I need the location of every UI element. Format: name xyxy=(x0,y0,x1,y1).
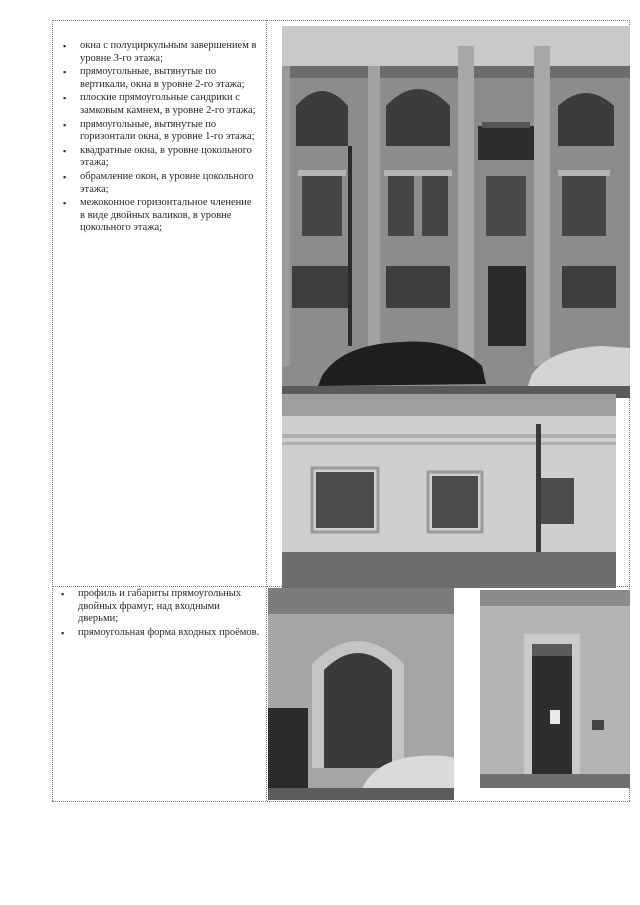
list-item: ▪ обрамление окон, в уровне цокольного этажа; xyxy=(58,171,258,196)
top-text-cell xyxy=(58,40,258,236)
document-table xyxy=(52,20,630,801)
list-item: ▪ прямоугольные, вытянутые по горизонтали окна, в уровне 1-го этажа; xyxy=(58,119,258,144)
list-item: ▪ профиль и габариты прямоугольных двойных фрамуг, над входными дверьми; xyxy=(56,588,262,626)
list-item: ▪ прямоугольные, вытянутые по вертикали, окна в уровне 2-го этажа; xyxy=(58,66,258,91)
list-item: ▪ квадратные окна, в уровне цокольного этажа; xyxy=(58,145,258,170)
door-entrance-illustration xyxy=(480,590,630,788)
door-entrance-photo xyxy=(480,590,630,788)
list-item: ▪ межоконное горизонтальное членение в виде двойных валиков, в уровне цокольного этажа; xyxy=(58,197,258,235)
basement-illustration xyxy=(282,394,616,588)
list-item: ▪ прямоугольная форма входных проёмов. xyxy=(56,627,262,640)
feature-list-bottom xyxy=(56,588,262,639)
arched-entrance-illustration xyxy=(268,588,454,800)
feature-list-top xyxy=(58,40,258,235)
table-border-top xyxy=(52,20,630,21)
basement-photo xyxy=(282,394,616,588)
facade-photo xyxy=(282,26,630,398)
table-border-bottom xyxy=(52,801,630,802)
list-item: ▪ окна с полуциркульным завершением в уровне 3-го этажа; xyxy=(58,40,258,65)
table-column-divider xyxy=(266,20,267,801)
list-item: ▪ плоские прямоугольные сандрики с замковым камнем, в уровне 2-го этажа; xyxy=(58,92,258,117)
table-border-left xyxy=(52,20,53,801)
bottom-text-cell xyxy=(56,588,262,640)
arched-entrance-photo xyxy=(268,588,454,800)
facade-illustration xyxy=(282,26,630,398)
